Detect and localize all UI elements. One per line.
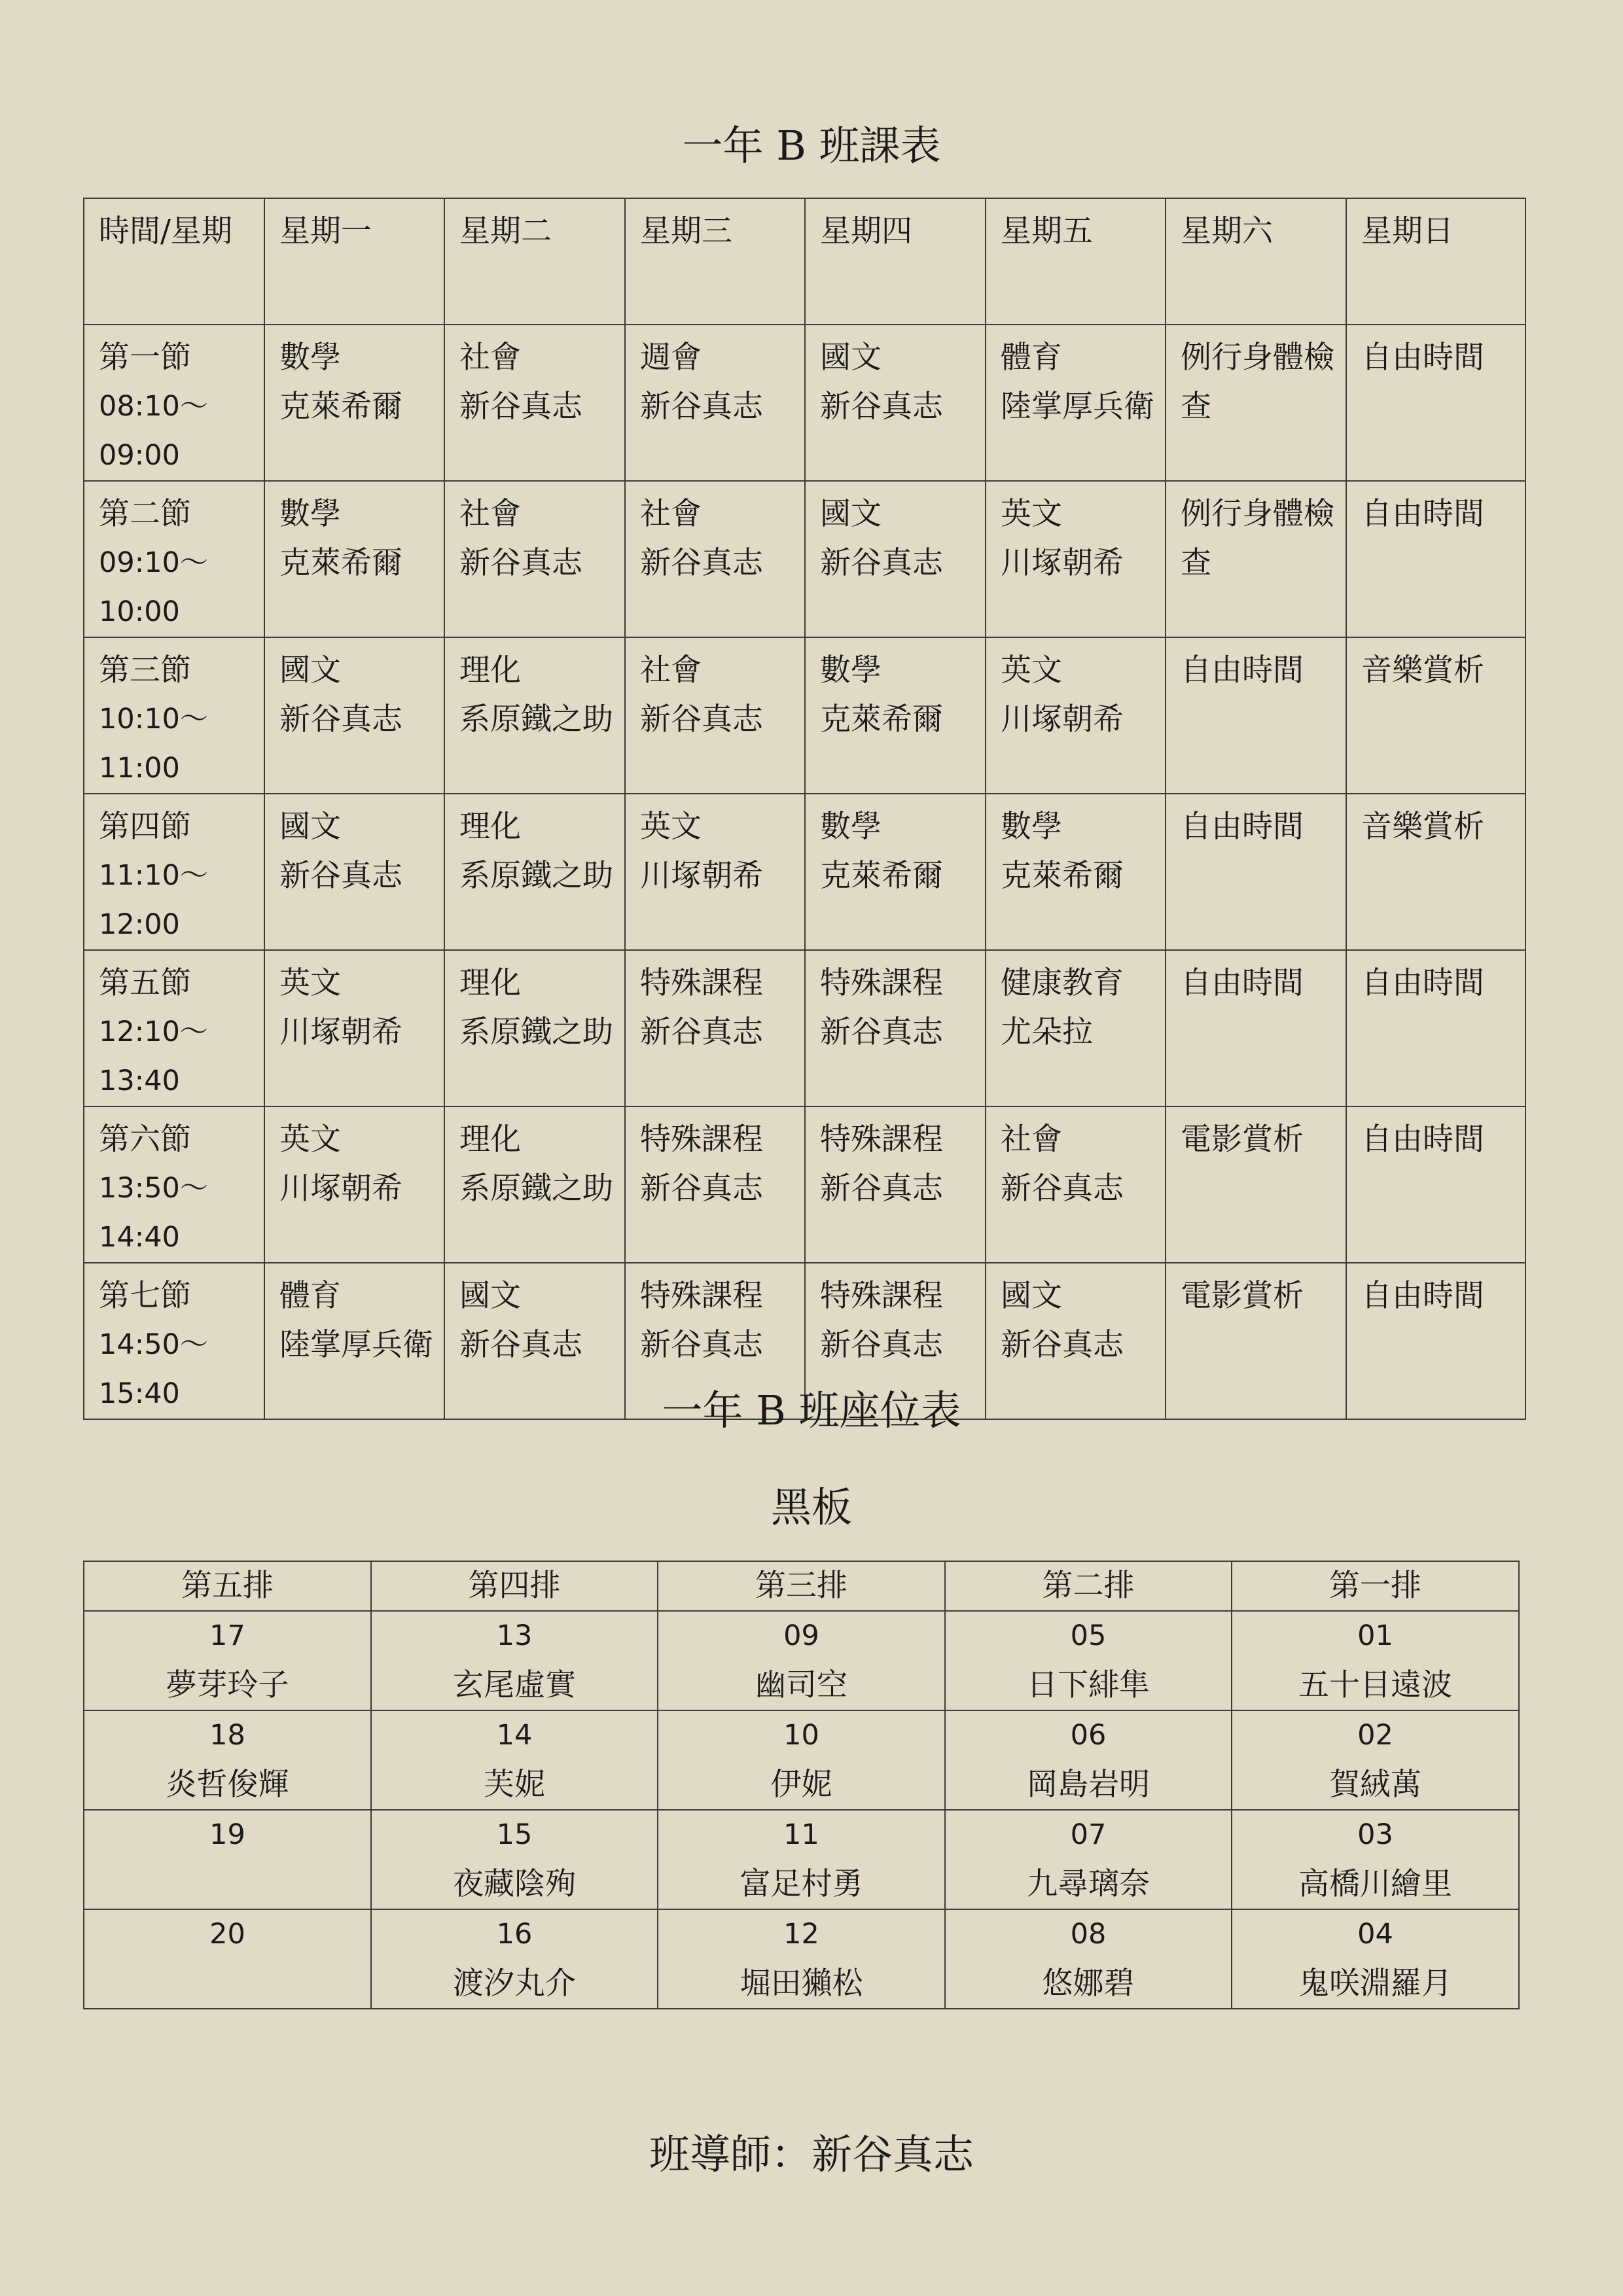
seat-number: 08 <box>1070 1918 1107 1951</box>
subject-name: 英文 <box>1001 496 1062 532</box>
teacher-name: 川塚朝希 <box>1001 701 1124 737</box>
period-name: 第四節 <box>99 809 191 845</box>
weekday-header: 星期一 <box>264 198 444 325</box>
subject-name: 自由時間 <box>1361 340 1484 376</box>
class-cell <box>805 950 986 1106</box>
period-end-time: 14:40 <box>99 1221 180 1254</box>
seat-number: 11 <box>783 1818 819 1851</box>
seat-cell <box>371 1810 658 1909</box>
seat-cell <box>658 1710 945 1810</box>
period-name: 第七節 <box>99 1278 191 1314</box>
class-cell <box>1166 794 1346 950</box>
seat-number: 09 <box>783 1619 819 1652</box>
subject-name: 電影賞析 <box>1181 1122 1304 1157</box>
seating-row <box>84 1710 1519 1810</box>
subject-name: 數學 <box>279 496 341 532</box>
class-cell <box>444 1106 625 1263</box>
seat-cell <box>1232 1810 1519 1909</box>
teacher-name: 新谷真志 <box>459 1327 582 1363</box>
student-name: 富足村勇 <box>740 1866 863 1902</box>
class-cell <box>625 325 805 481</box>
class-cell <box>1346 637 1525 794</box>
class-cell <box>805 481 986 637</box>
seat-number: 06 <box>1070 1719 1107 1752</box>
seat-cell <box>658 1810 945 1909</box>
teacher-name: 新谷真志 <box>820 1171 943 1207</box>
subject-name: 國文 <box>459 1278 521 1314</box>
class-cell <box>986 325 1166 481</box>
subject-name: 自由時間 <box>1181 809 1304 845</box>
teacher-name: 川塚朝希 <box>640 858 763 894</box>
teacher-name: 新谷真志 <box>820 1327 943 1363</box>
subject-name: 音樂賞析 <box>1361 809 1484 845</box>
subject-name: 數學 <box>279 340 341 376</box>
schedule-period-row <box>84 950 1525 1106</box>
teacher-name: 新谷真志 <box>1001 1171 1124 1207</box>
seat-number: 13 <box>496 1619 533 1652</box>
teacher-name: 克萊希爾 <box>820 858 943 894</box>
student-name: 日下緋隼 <box>1027 1667 1150 1703</box>
period-time-cell <box>84 637 264 794</box>
class-cell <box>1346 794 1525 950</box>
period-name: 第三節 <box>99 652 191 688</box>
student-name: 夜藏陰殉 <box>453 1866 576 1902</box>
class-cell <box>1346 325 1525 481</box>
period-start-time: 09:10～ <box>99 546 208 579</box>
seat-row-header: 第二排 <box>945 1561 1232 1611</box>
seating-chart-table <box>83 1561 1520 2009</box>
period-start-time: 11:10～ <box>99 859 208 892</box>
seat-cell <box>1232 1710 1519 1810</box>
weekday-header: 星期六 <box>1166 198 1346 325</box>
class-cell <box>625 950 805 1106</box>
weekday-header: 星期三 <box>625 198 805 325</box>
seat-cell <box>371 1611 658 1710</box>
teacher-name: 克萊希爾 <box>279 389 402 425</box>
teacher-name: 新谷真志 <box>640 1327 763 1363</box>
period-time-cell <box>84 794 264 950</box>
class-cell <box>986 481 1166 637</box>
period-end-time: 10:00 <box>99 595 180 628</box>
seat-cell <box>84 1909 371 2009</box>
subject-name: 自由時間 <box>1181 652 1304 688</box>
student-name: 夢芽玲子 <box>166 1667 289 1703</box>
seat-number: 20 <box>209 1918 245 1951</box>
class-cell <box>1166 325 1346 481</box>
schedule-period-row <box>84 325 1525 481</box>
weekday-header: 星期二 <box>444 198 625 325</box>
class-cell <box>444 325 625 481</box>
period-end-time: 12:00 <box>99 908 180 941</box>
seat-cell <box>84 1710 371 1810</box>
seating-row <box>84 1810 1519 1909</box>
seating-row <box>84 1611 1519 1710</box>
student-name: 五十目遠波 <box>1298 1667 1452 1703</box>
period-name: 第二節 <box>99 496 191 532</box>
subject-name: 自由時間 <box>1181 965 1304 1001</box>
time-weekday-header: 時間/星期 <box>84 198 264 325</box>
teacher-name: 新谷真志 <box>640 545 763 581</box>
schedule-title: 一年 B 班課表 <box>682 122 941 169</box>
subject-name: 特殊課程 <box>640 1278 763 1314</box>
weekday-header: 星期四 <box>805 198 986 325</box>
seat-number: 12 <box>783 1918 819 1951</box>
subject-name: 特殊課程 <box>820 965 943 1001</box>
subject-name: 數學 <box>820 652 882 688</box>
student-name: 渡汐丸介 <box>453 1966 576 2002</box>
seat-cell <box>658 1909 945 2009</box>
teacher-name: 新谷真志 <box>640 1171 763 1207</box>
teacher-name: 新谷真志 <box>640 701 763 737</box>
teacher-name: 川塚朝希 <box>1001 545 1124 581</box>
subject-name: 國文 <box>279 809 341 845</box>
period-start-time: 14:50～ <box>99 1328 208 1361</box>
schedule-header-row <box>84 198 1525 325</box>
subject-name: 例行身體檢查 <box>1181 340 1334 425</box>
seat-row-header: 第三排 <box>658 1561 945 1611</box>
class-cell <box>625 794 805 950</box>
seat-number: 19 <box>209 1818 245 1851</box>
student-name: 玄尾虛實 <box>453 1667 576 1703</box>
teacher-name: 新谷真志 <box>459 545 582 581</box>
subject-name: 音樂賞析 <box>1361 652 1484 688</box>
teacher-name: 新谷真志 <box>640 389 763 425</box>
schedule-period-row <box>84 794 1525 950</box>
subject-name: 英文 <box>1001 652 1062 688</box>
subject-name: 自由時間 <box>1361 496 1484 532</box>
seat-number: 03 <box>1357 1818 1393 1851</box>
teacher-name: 尤朵拉 <box>1001 1014 1093 1050</box>
student-name <box>84 1860 370 1909</box>
teacher-name: 克萊希爾 <box>820 701 943 737</box>
seat-row-header: 第一排 <box>1232 1561 1519 1611</box>
class-schedule-table <box>83 198 1526 1420</box>
teacher-name: 系原鐵之助 <box>459 1171 613 1207</box>
period-start-time: 13:50～ <box>99 1172 208 1205</box>
subject-name: 特殊課程 <box>640 1122 763 1157</box>
class-cell <box>625 637 805 794</box>
seat-cell <box>945 1611 1232 1710</box>
teacher-name: 新谷真志 <box>459 389 582 425</box>
student-name: 炎哲俊輝 <box>166 1767 289 1803</box>
seat-number: 16 <box>496 1918 533 1951</box>
seat-number: 02 <box>1357 1719 1393 1752</box>
subject-name: 自由時間 <box>1361 1122 1484 1157</box>
class-cell <box>444 950 625 1106</box>
class-cell <box>805 637 986 794</box>
schedule-period-row <box>84 637 1525 794</box>
subject-name: 週會 <box>640 340 702 376</box>
class-cell <box>444 481 625 637</box>
teacher-name: 克萊希爾 <box>1001 858 1124 894</box>
class-cell <box>264 950 444 1106</box>
subject-name: 理化 <box>459 809 521 845</box>
class-cell <box>444 637 625 794</box>
subject-name: 社會 <box>459 496 521 532</box>
class-cell <box>1346 950 1525 1106</box>
class-cell <box>1166 950 1346 1106</box>
student-name: 悠娜碧 <box>1042 1966 1135 2002</box>
student-name: 九尋璃奈 <box>1027 1866 1150 1902</box>
subject-name: 數學 <box>820 809 882 845</box>
subject-name: 體育 <box>279 1278 341 1314</box>
seat-cell <box>84 1611 371 1710</box>
class-cell <box>1166 1106 1346 1263</box>
class-cell <box>1166 481 1346 637</box>
class-cell <box>264 794 444 950</box>
subject-name: 社會 <box>640 652 702 688</box>
subject-name: 理化 <box>459 965 521 1001</box>
subject-name: 體育 <box>1001 340 1062 376</box>
seat-cell <box>658 1611 945 1710</box>
student-name: 芙妮 <box>484 1767 545 1803</box>
class-cell <box>625 1106 805 1263</box>
student-name: 伊妮 <box>770 1767 832 1803</box>
period-time-cell <box>84 950 264 1106</box>
seat-number: 05 <box>1070 1619 1107 1652</box>
seating-chart-title: 一年 B 班座位表 <box>662 1386 961 1434</box>
subject-name: 理化 <box>459 652 521 688</box>
seat-number: 14 <box>496 1719 533 1752</box>
period-start-time: 12:10～ <box>99 1016 208 1048</box>
period-end-time: 11:00 <box>99 752 180 785</box>
subject-name: 理化 <box>459 1122 521 1157</box>
seat-number: 10 <box>783 1719 819 1752</box>
class-cell <box>625 481 805 637</box>
homeroom-teacher: 班導師：新谷真志 <box>649 2130 974 2178</box>
seat-row-header: 第四排 <box>371 1561 658 1611</box>
class-cell <box>1346 481 1525 637</box>
teacher-name: 系原鐵之助 <box>459 701 613 737</box>
subject-name: 例行身體檢查 <box>1181 496 1334 581</box>
teacher-name: 新谷真志 <box>1001 1327 1124 1363</box>
student-name: 幽司空 <box>755 1667 847 1703</box>
seat-number: 01 <box>1357 1619 1393 1652</box>
class-cell <box>264 325 444 481</box>
seat-cell <box>1232 1909 1519 2009</box>
period-end-time: 13:40 <box>99 1065 180 1097</box>
class-cell <box>805 325 986 481</box>
student-name: 鬼咲淵羅月 <box>1298 1966 1452 2002</box>
seat-number: 18 <box>209 1719 245 1752</box>
subject-name: 國文 <box>820 496 882 532</box>
subject-name: 數學 <box>1001 809 1062 845</box>
teacher-name: 新谷真志 <box>279 858 402 894</box>
teacher-name: 系原鐵之助 <box>459 1014 613 1050</box>
class-cell <box>264 481 444 637</box>
subject-name: 英文 <box>640 809 702 845</box>
seat-cell <box>371 1909 658 2009</box>
class-cell <box>986 1106 1166 1263</box>
period-time-cell <box>84 325 264 481</box>
subject-name: 自由時間 <box>1361 965 1484 1001</box>
student-name: 堀田獺松 <box>740 1966 863 2002</box>
weekday-header: 星期五 <box>986 198 1166 325</box>
seat-cell <box>945 1710 1232 1810</box>
period-name: 第一節 <box>99 340 191 376</box>
class-cell <box>1346 1106 1525 1263</box>
weekday-header: 星期日 <box>1346 198 1525 325</box>
teacher-name: 系原鐵之助 <box>459 858 613 894</box>
class-cell <box>986 637 1166 794</box>
class-cell <box>264 637 444 794</box>
period-time-cell <box>84 1106 264 1263</box>
student-name: 賀絨萬 <box>1329 1767 1421 1803</box>
period-start-time: 08:10～ <box>99 390 208 423</box>
subject-name: 國文 <box>820 340 882 376</box>
subject-name: 英文 <box>279 965 341 1001</box>
seat-cell <box>84 1810 371 1909</box>
teacher-name: 新谷真志 <box>820 1014 943 1050</box>
subject-name: 國文 <box>1001 1278 1062 1314</box>
seat-cell <box>945 1909 1232 2009</box>
class-cell <box>264 1106 444 1263</box>
subject-name: 社會 <box>459 340 521 376</box>
seat-number: 07 <box>1070 1818 1107 1851</box>
teacher-name: 川塚朝希 <box>279 1014 402 1050</box>
class-cell <box>986 950 1166 1106</box>
seat-number: 15 <box>496 1818 533 1851</box>
teacher-name: 克萊希爾 <box>279 545 402 581</box>
subject-name: 特殊課程 <box>820 1278 943 1314</box>
teacher-name: 新谷真志 <box>820 545 943 581</box>
period-end-time: 09:00 <box>99 439 180 472</box>
blackboard-label: 黑板 <box>770 1483 852 1531</box>
student-name: 高橋川繪里 <box>1298 1866 1452 1902</box>
seat-cell <box>1232 1611 1519 1710</box>
teacher-name: 新谷真志 <box>279 701 402 737</box>
period-time-cell <box>84 481 264 637</box>
subject-name: 社會 <box>640 496 702 532</box>
teacher-name: 陸掌厚兵衛 <box>279 1327 433 1363</box>
period-name: 第六節 <box>99 1122 191 1157</box>
subject-name: 健康教育 <box>1001 965 1124 1001</box>
class-cell <box>1166 637 1346 794</box>
period-end-time: 15:40 <box>99 1377 180 1410</box>
period-name: 第五節 <box>99 965 191 1001</box>
seat-row-header: 第五排 <box>84 1561 371 1611</box>
schedule-period-row <box>84 1106 1525 1263</box>
class-cell <box>986 794 1166 950</box>
subject-name: 特殊課程 <box>640 965 763 1001</box>
class-cell <box>805 1106 986 1263</box>
seat-number: 17 <box>209 1619 245 1652</box>
teacher-name: 陸掌厚兵衛 <box>1001 389 1154 425</box>
class-cell <box>444 794 625 950</box>
subject-name: 特殊課程 <box>820 1122 943 1157</box>
subject-name: 電影賞析 <box>1181 1278 1304 1314</box>
seating-header-row <box>84 1561 1519 1611</box>
teacher-name: 川塚朝希 <box>279 1171 402 1207</box>
subject-name: 英文 <box>279 1122 341 1157</box>
seating-row <box>84 1909 1519 2009</box>
subject-name: 自由時間 <box>1361 1278 1484 1314</box>
class-cell <box>805 794 986 950</box>
teacher-name: 新谷真志 <box>820 389 943 425</box>
seat-number: 04 <box>1357 1918 1393 1951</box>
subject-name: 社會 <box>1001 1122 1062 1157</box>
teacher-name: 新谷真志 <box>640 1014 763 1050</box>
student-name: 岡島岩明 <box>1027 1767 1150 1803</box>
seat-cell <box>371 1710 658 1810</box>
student-name <box>84 1959 370 2008</box>
seat-cell <box>945 1810 1232 1909</box>
period-start-time: 10:10～ <box>99 703 208 735</box>
schedule-period-row <box>84 481 1525 637</box>
subject-name: 國文 <box>279 652 341 688</box>
